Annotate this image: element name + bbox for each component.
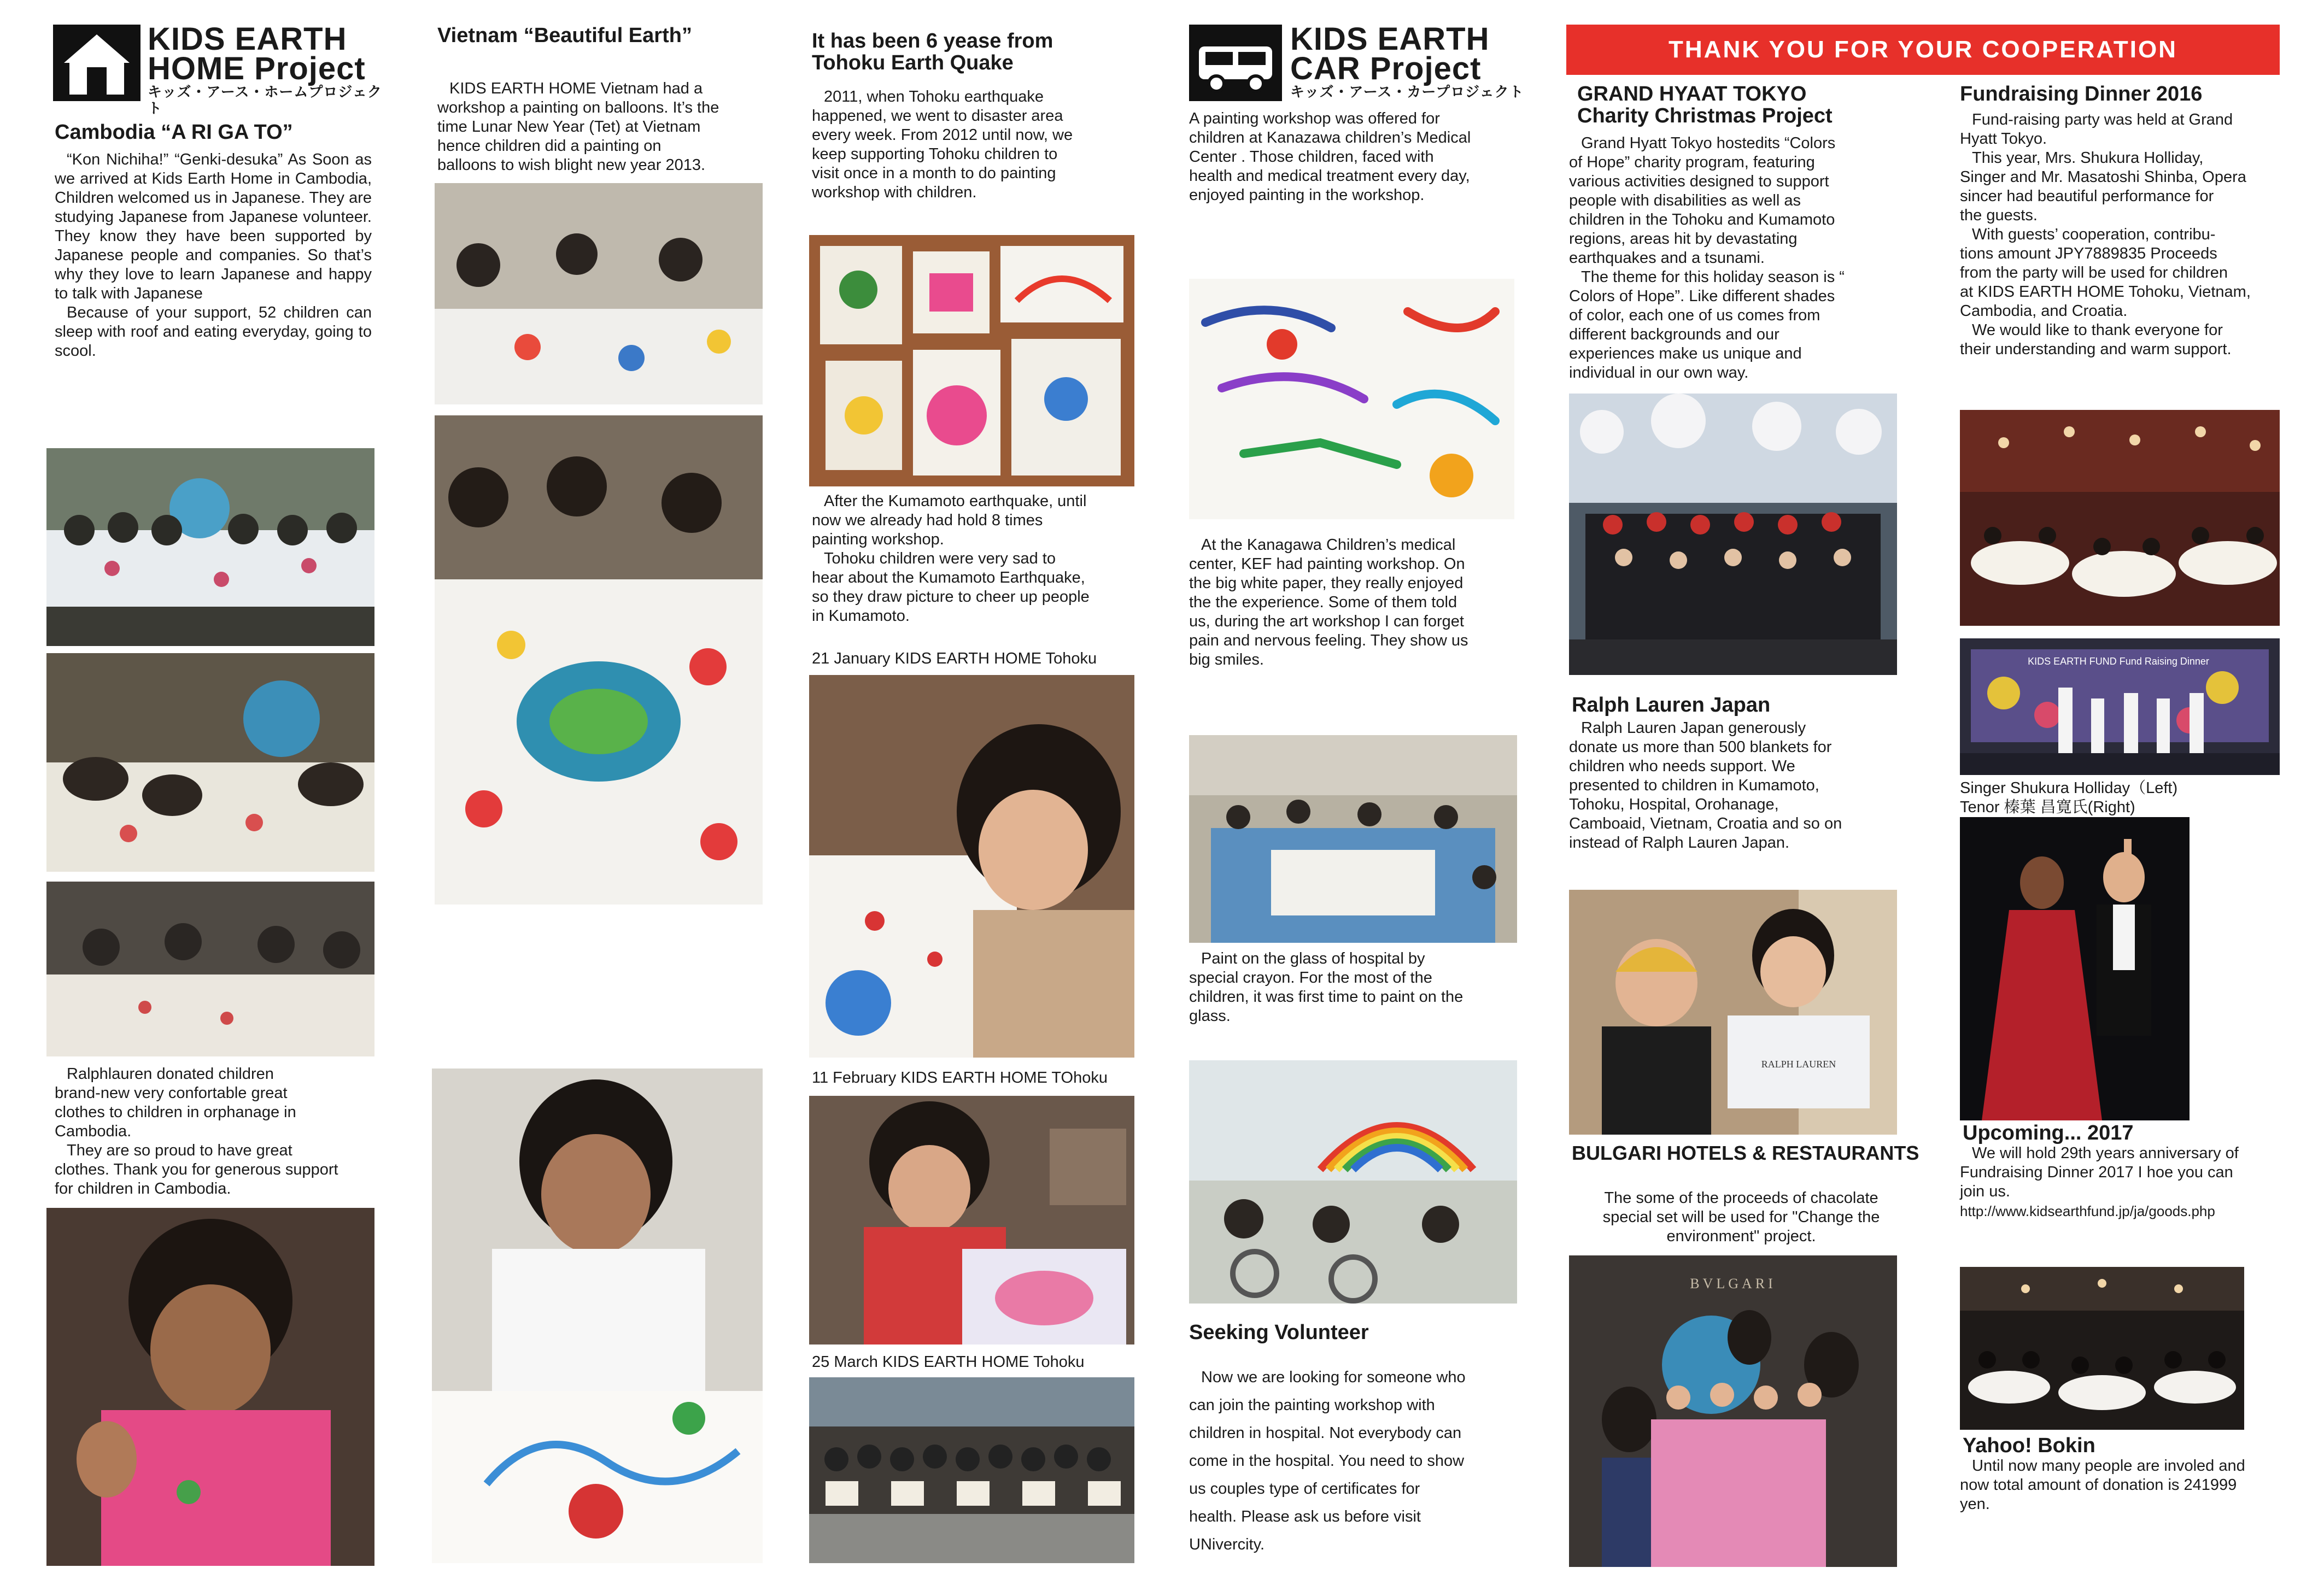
photo-tohoku-january	[809, 675, 1134, 1058]
volunteer-text	[1189, 1364, 1525, 1559]
photo-cambodia-painting	[46, 653, 374, 872]
yahoo-body: Until now many people are involed and now total amount of donation is 241999 yen.	[1960, 1457, 2245, 1513]
car-logo-icon	[1189, 25, 1282, 101]
hyatt-title	[1577, 83, 1916, 127]
hyatt-body: Grand Hyatt Tokyo hostedits “Colors of Hope” charity program, featuring various activities designed to support people with disabilities as well as children in the Tohoku and Kumamoto regions, areas hit by devastating earthquakes and a tsunami.	[1569, 134, 1836, 267]
photo-car-painting-paper	[1189, 279, 1514, 519]
column-tohoku	[806, 0, 1140, 1591]
dinner-caption-line1: Singer Shukura Holliday（Left)	[1960, 779, 2178, 797]
photo-vietnam-balloons	[435, 183, 763, 404]
photo-car-glass-rainbow	[1189, 1060, 1517, 1304]
logo-line2: HOME Project	[148, 51, 366, 86]
tohoku-title-line2: Tohoku Earth Quake	[812, 51, 1014, 74]
dinner-body3: With guests’ cooperation, contribu- tions amount JPY7889835 Proceeds from the party will be used for children at KIDS EARTH HOME Tohoku, Vietnam, Cambodia, and Croatia.	[1960, 226, 2251, 320]
house-logo-icon	[53, 25, 141, 101]
bulgari-wall-label: BVLGARI	[1690, 1276, 1776, 1291]
tohoku-title-line1: It has been 6 yease from	[812, 30, 1053, 52]
vietnam-body: KIDS EARTH HOME Vietnam had a workshop a painting on balloons. It’s the time Lunar New Year (Tet) at Vietnam hence children did a painting on balloons to wish blight new year 2013.	[437, 80, 719, 174]
caption-january: 21 January KIDS EARTH HOME Tohoku	[812, 650, 1097, 667]
logo-line1: KIDS EARTH	[148, 21, 347, 57]
dinner-caption-line2: Tenor 榛葉 昌寛氏(Right)	[1960, 799, 2135, 816]
tohoku-title	[812, 30, 1140, 74]
dinner-text	[1960, 110, 2280, 359]
photo-tohoku-march	[809, 1377, 1134, 1563]
photo-vietnam-earth-painting	[435, 415, 763, 905]
photo-bulgari-group	[1569, 1255, 1897, 1567]
photo-tohoku-february	[809, 1096, 1134, 1345]
stage-banner-label: KIDS EARTH FUND Fund Raising Dinner	[2028, 656, 2209, 667]
photo-cambodia-table	[46, 882, 374, 1056]
dinner-body4: We would like to thank everyone for their understanding and warm support.	[1960, 321, 2232, 358]
column-vietnam	[432, 0, 768, 1591]
ralph-cambodia-body2: They are so proud to have great clothes. Thank you for generous support for children in Cambodia.	[55, 1142, 338, 1197]
column-thank-you	[1566, 0, 2280, 1591]
blanket-label: RALPH LAUREN	[1761, 1059, 1836, 1070]
kanagawa-text	[1189, 536, 1525, 670]
home-project-logo	[148, 21, 383, 116]
car-logo-subtitle: キッズ・アース・カープロジェクト	[1290, 84, 1524, 100]
caption-february: 11 February KIDS EARTH HOME TOhoku	[812, 1069, 1108, 1087]
bulgari-title: BULGARI HOTELS & RESTAURANTS	[1572, 1142, 1919, 1164]
dinner-body2: This year, Mrs. Shukura Holliday, Singer and Mr. Masatoshi Shinba, Opera sincer had beautiful performance for the guests.	[1960, 149, 2246, 224]
car-logo-line1: KIDS EARTH	[1290, 21, 1490, 57]
dinner-body: Fund-raising party was held at Grand Hyatt Tokyo.	[1960, 111, 2233, 148]
ralph-cambodia-body: Ralphlauren donated children brand-new very confortable great clothes to children in orphanage in Cambodia.	[55, 1065, 296, 1140]
dinner-title: Fundraising Dinner 2016	[1960, 83, 2203, 105]
ralph-cambodia-text	[55, 1065, 377, 1199]
car-intro-body: A painting workshop was offered for children at Kanazawa children’s Medical Center . Those children, faced with health and medical treatment every day, enjoyed painting in the workshop.	[1189, 110, 1471, 204]
glass-body: Paint on the glass of hospital by special crayon. For the most of the children, it was first time to paint on the glass.	[1189, 950, 1464, 1025]
car-project-logo	[1290, 21, 1525, 100]
glass-text	[1189, 949, 1525, 1026]
thank-you-banner: THANK YOU FOR YOUR COOPERATION	[1566, 25, 2280, 75]
upcoming-text	[1960, 1144, 2280, 1201]
cambodia-body2: Because of your support, 52 children can sleep with roof and eating everyday, going to scool.	[55, 304, 372, 360]
volunteer-title: Seeking Volunteer	[1189, 1321, 1369, 1344]
photo-dinner-guests	[1960, 1267, 2244, 1430]
tohoku-text	[812, 87, 1140, 202]
cambodia-title: Cambodia “A RI GA TO”	[55, 121, 293, 144]
photo-hyatt-christmas-group	[1569, 394, 1897, 675]
bulgari-text	[1572, 1189, 1911, 1246]
upcoming-title: Upcoming... 2017	[1963, 1122, 2134, 1144]
ralph-japan-title: Ralph Lauren Japan	[1572, 694, 1771, 717]
photo-dinner-hall	[1960, 410, 2280, 626]
logo-subtitle: キッズ・アース・ホームプロジェクト	[148, 84, 382, 116]
kumamoto-body2: Tohoku children were very sad to hear about the Kumamoto Earthquake, so they draw picture to cheer up people in Kumamoto.	[812, 550, 1090, 625]
goods-link[interactable]: http://www.kidsearthfund.jp/ja/goods.php	[1960, 1203, 2215, 1219]
yahoo-title: Yahoo! Bokin	[1963, 1434, 2095, 1457]
hyatt-title-line2: Charity Christmas Project	[1577, 104, 1833, 127]
cambodia-body: “Kon Nichiha!” “Genki-desuka” As Soon as we arrived at Kids Earth Home in Cambodia, Children welcomed us in Japanese. They are studying Japanese from Japanese volunteer. They know they have been supported by Japanese people and companies. So that’s why they love to learn Japanese and happy to talk with Japanese	[55, 151, 372, 302]
ralph-japan-text	[1569, 719, 1919, 853]
photo-dinner-stage	[1960, 638, 2280, 775]
car-logo-line2: CAR Project	[1290, 51, 1482, 86]
cambodia-text	[55, 150, 372, 361]
bulgari-body: The some of the proceeds of chacolate special set will be used for "Change the environment" project.	[1602, 1189, 1880, 1245]
kumamoto-text	[812, 492, 1140, 626]
photo-car-workshop-room	[1189, 735, 1517, 943]
hyatt-text	[1569, 134, 1919, 383]
kumamoto-body: After the Kumamoto earthquake, until now we already had hold 8 times painting workshop.	[812, 492, 1087, 548]
ralph-japan-body: Ralph Lauren Japan generously donate us more than 500 blankets for children who needs support. We presented to children in Kumamoto, Tohoku, Hospital, Orohanage, Camboaid, Vietnam, Croatia and so on instead of Ralph Lauren Japan.	[1569, 719, 1842, 852]
photo-ralph-blankets	[1569, 890, 1897, 1135]
photo-dinner-singers	[1960, 817, 2190, 1120]
upcoming-body: We will hold 29th years anniversary of Fundraising Dinner 2017 I hoe you can join us.	[1960, 1144, 2239, 1200]
yahoo-text	[1960, 1457, 2280, 1514]
kanagawa-body: At the Kanagawa Children’s medical center, KEF had painting workshop. On the big white paper, they really enjoyed the the experience. Some of them told us, during the art workshop I can forget pain and nervous feeling. They show us big smiles.	[1189, 536, 1468, 668]
photo-cambodia-banner	[46, 448, 374, 646]
volunteer-body: Now we are looking for someone who can join the painting workshop with children in hospital. Not everybody can come in the hospital. You need to show us couples type of certificates for health. Please ask us before visit UNivercity.	[1189, 1369, 1466, 1553]
car-intro-text	[1189, 109, 1523, 205]
hyatt-title-line1: GRAND HYAAT TOKYO	[1577, 83, 1807, 105]
photo-vietnam-girl	[432, 1069, 763, 1563]
hyatt-body2: The theme for this holiday season is “ Colors of Hope”. Like different shades of color, each one of us comes from different backgrounds and our experiences make us unique and individual in our own way.	[1569, 268, 1845, 381]
column-car-project	[1186, 0, 1523, 1591]
vietnam-text	[437, 79, 765, 175]
caption-march: 25 March KIDS EARTH HOME Tohoku	[812, 1353, 1085, 1371]
column-cambodia	[46, 0, 382, 1591]
photo-cambodia-child	[46, 1208, 374, 1566]
tohoku-body: 2011, when Tohoku earthquake happened, we went to disaster area every week. From 2012 until now, we keep supporting Tohoku children to visit once in a month to do painting workshop with children.	[812, 88, 1073, 201]
photo-tohoku-wall-art	[809, 235, 1134, 486]
vietnam-title: Vietnam “Beautiful Earth”	[437, 24, 692, 47]
